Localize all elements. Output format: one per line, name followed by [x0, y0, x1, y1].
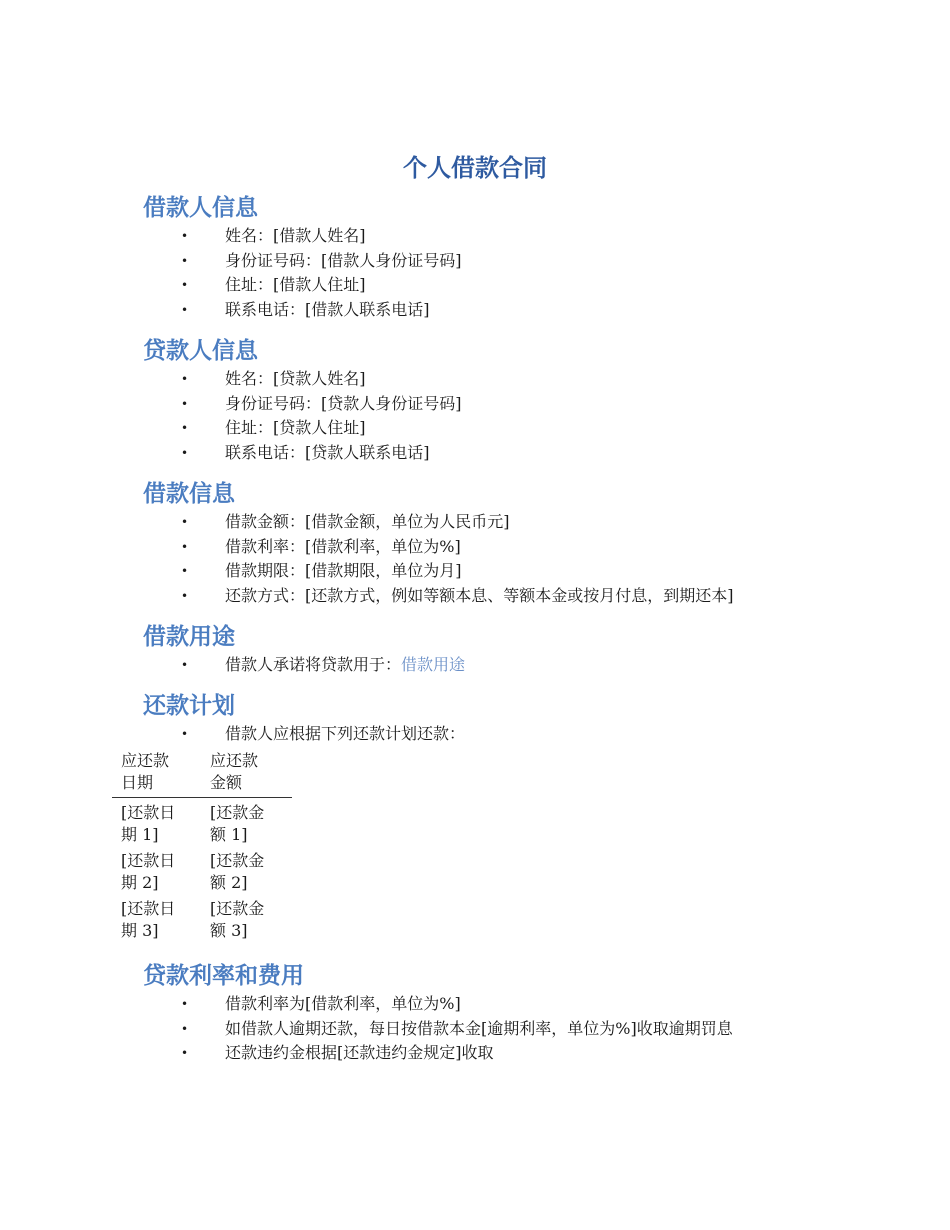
plan-section: [143, 690, 863, 747]
bullet-icon: •: [181, 302, 189, 317]
table-cell: [还款日 期 2]: [121, 851, 176, 892]
list-item: • 身份证号码：[借款人身份证号码]: [143, 249, 863, 274]
list-item: • 联系电话：[借款人联系电话]: [143, 298, 863, 323]
lender-section: [143, 335, 863, 465]
table-row: [112, 898, 292, 942]
section-heading: 还款计划: [143, 693, 235, 719]
list-item: • 借款期限：[借款期限，单位为月]: [143, 559, 863, 584]
purpose-link[interactable]: 借款用途: [401, 655, 466, 674]
bullet-icon: •: [181, 1021, 189, 1036]
bullet-icon: •: [181, 421, 189, 435]
bullet-icon: •: [181, 278, 189, 292]
section-heading: 借款人信息: [143, 195, 258, 221]
table-cell: [还款金 额 1]: [210, 803, 265, 844]
section-heading: 借款用途: [143, 624, 235, 650]
bullet-icon: •: [181, 515, 189, 529]
bullet-icon: •: [181, 588, 189, 603]
table-cell: [还款金 额 3]: [210, 899, 265, 940]
list-item: • 还款违约金根据[还款违约金规定]收取: [143, 1041, 863, 1066]
table-row: [112, 802, 292, 846]
document-title: 个人借款合同: [403, 154, 547, 182]
fees-list: [143, 992, 863, 1066]
table-cell: [还款金 额 2]: [210, 851, 265, 892]
fees-section: [143, 960, 863, 1066]
purpose-section: [143, 621, 863, 678]
bullet-icon: •: [181, 727, 189, 741]
borrower-list: [143, 224, 863, 322]
bullet-icon: •: [181, 539, 189, 554]
list-item: • 姓名：[借款人姓名]: [143, 224, 863, 249]
bullet-icon: •: [181, 445, 189, 460]
list-item: • 姓名：[贷款人姓名]: [143, 367, 863, 392]
table-header: [112, 750, 292, 798]
list-item: • 借款人应根据下列还款计划还款：: [143, 722, 863, 747]
loan-section: [143, 478, 863, 608]
section-heading: 贷款利率和费用: [143, 963, 304, 989]
list-item: • 身份证号码：[贷款人身份证号码]: [143, 392, 863, 417]
table-cell: [还款日 期 3]: [121, 899, 176, 940]
bullet-icon: •: [181, 396, 189, 411]
purpose-list: [143, 653, 863, 678]
table-row: [112, 850, 292, 894]
list-item: • 住址：[贷款人住址]: [143, 416, 863, 441]
bullet-icon: •: [181, 372, 189, 386]
bullet-icon: •: [181, 997, 189, 1011]
bullet-icon: •: [181, 253, 189, 268]
list-item: • 借款金额：[借款金额，单位为人民币元]: [143, 510, 863, 535]
bullet-icon: •: [181, 658, 189, 672]
lender-list: [143, 367, 863, 465]
list-item: • 借款人承诺将贷款用于：借款用途: [143, 653, 863, 678]
list-item: • 联系电话：[贷款人联系电话]: [143, 441, 863, 466]
list-item: • 还款方式：[还款方式，例如等额本息、等额本金或按月付息，到期还本]: [143, 584, 863, 609]
list-item: • 如借款人逾期还款，每日按借款本金[逾期利率，单位为%]收取逾期罚息: [143, 1017, 863, 1042]
column-header-date: 应还款 日期: [121, 751, 170, 792]
section-heading: 贷款人信息: [143, 338, 258, 364]
borrower-section: [143, 192, 863, 322]
table-cell: [还款日 期 1]: [121, 803, 176, 844]
repayment-table: [112, 750, 292, 942]
column-header-amount: 应还款 金额: [210, 751, 259, 792]
bullet-icon: •: [181, 229, 189, 243]
list-item: • 借款利率为[借款利率，单位为%]: [143, 992, 863, 1017]
list-item: • 借款利率：[借款利率，单位为%]: [143, 535, 863, 560]
bullet-icon: •: [181, 1046, 189, 1060]
bullet-icon: •: [181, 564, 189, 578]
loan-list: [143, 510, 863, 608]
plan-list: [143, 722, 863, 747]
list-item: • 住址：[借款人住址]: [143, 273, 863, 298]
section-heading: 借款信息: [143, 481, 235, 507]
